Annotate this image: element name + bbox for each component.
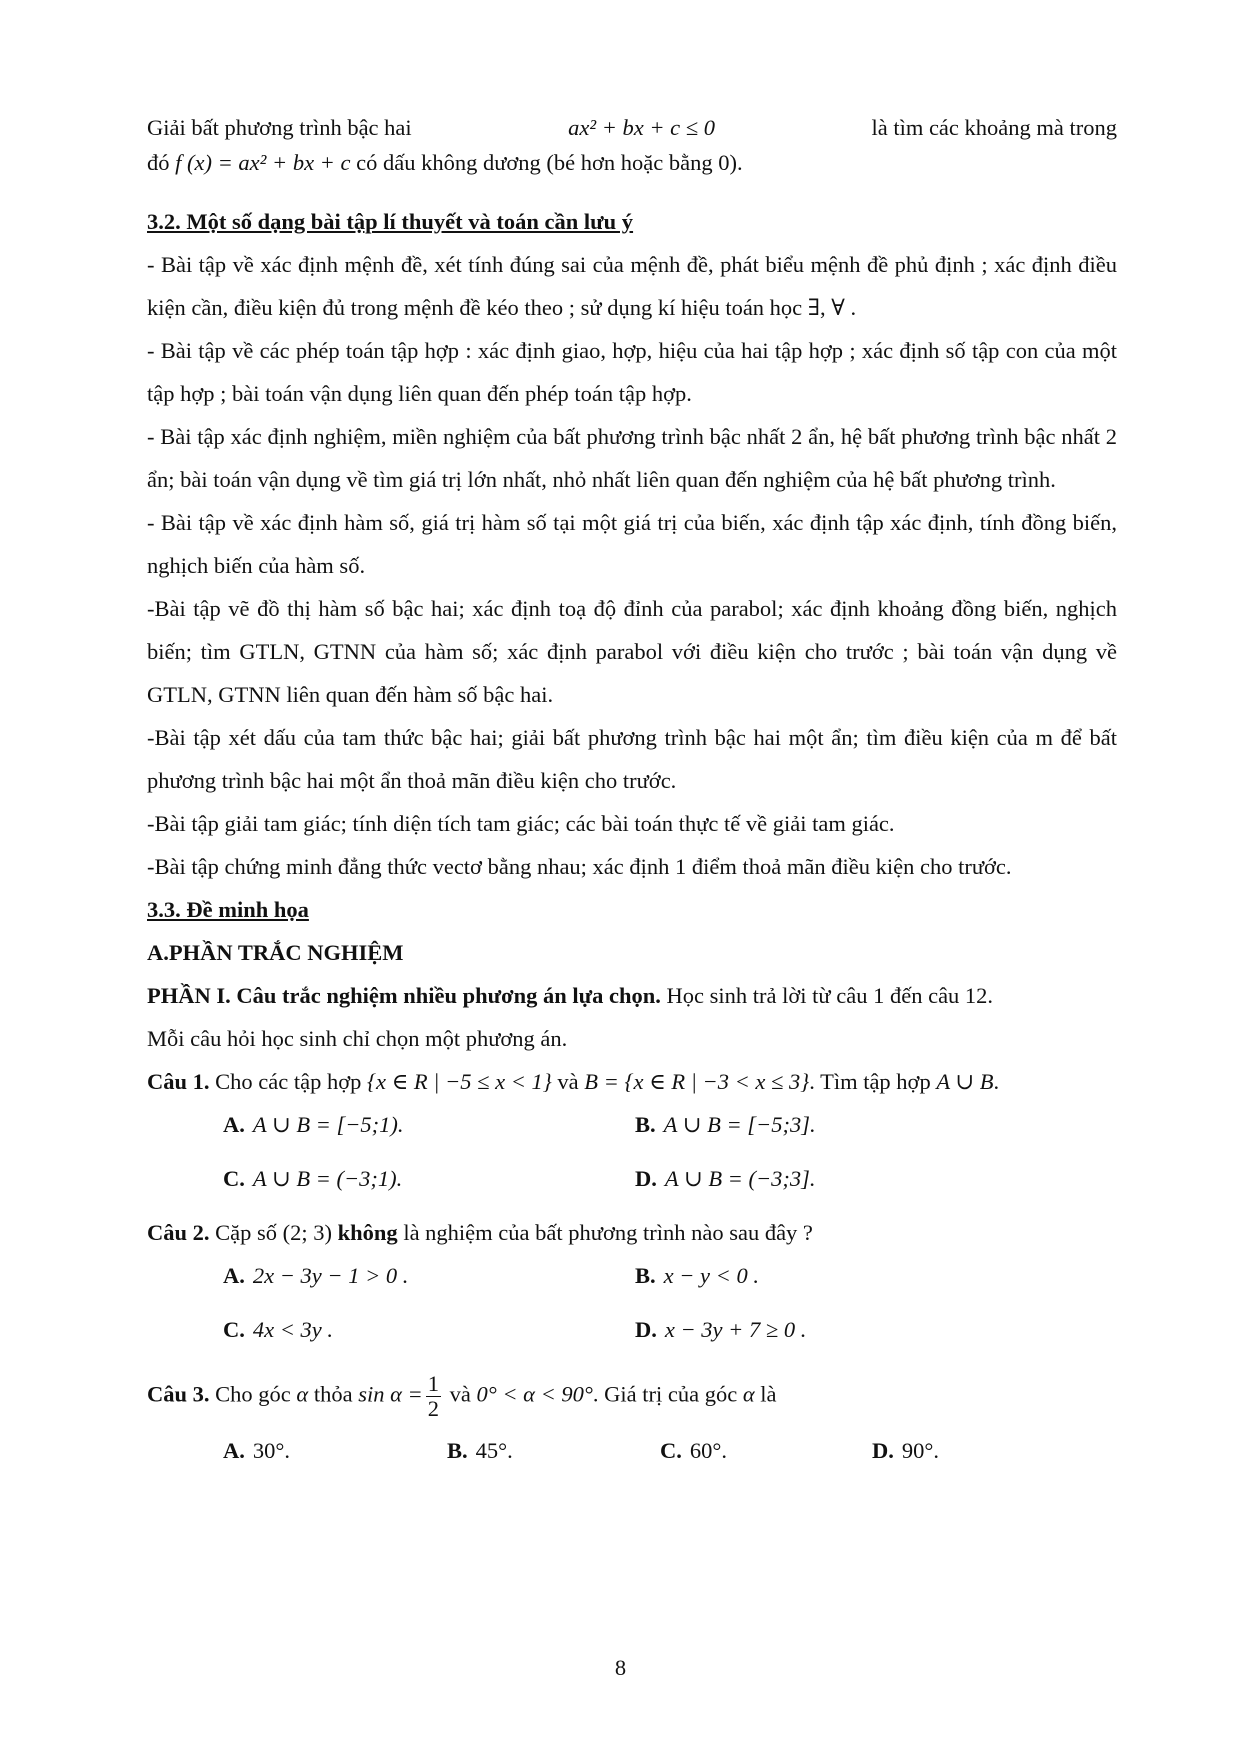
fraction [426,1372,441,1421]
math-symbol: α [742,1381,755,1407]
question-text: và [557,1069,579,1094]
option-key: D. [635,1166,657,1191]
fraction-numerator: 1 [427,1371,439,1396]
question-text: và [449,1381,471,1407]
bullet-item: - Bài tập về xác định mệnh đề, xét tính đúng sai của mệnh đề, phát biểu mệnh đề phủ định ; xác định điều kiện cần, điều kiện đủ trong mệnh đề kéo theo ; sử dụng kí hiệu toán học ∃, ∀ . [147,252,1117,320]
option-c [223,1157,402,1200]
option-a [223,1429,290,1472]
option-key: A. [223,1438,245,1463]
question-text: là nghiệm của bất phương trình nào sau đây ? [403,1220,813,1245]
option-text: A ∪ B = (−3;3]. [664,1166,816,1191]
option-b [635,1103,816,1146]
question-2 [147,1211,1117,1254]
question-text: Cho góc [215,1381,291,1407]
option-text: x − 3y + 7 ≥ 0 . [664,1317,807,1342]
option-b [635,1254,759,1297]
option-key: C. [660,1438,682,1463]
options-row [147,1103,1117,1157]
part-a-title: A.PHẦN TRẮC NGHIỆM [147,940,404,965]
intro-line-1 [147,110,1117,145]
option-key: B. [635,1112,656,1137]
question-3 [147,1372,1117,1421]
question-label: Câu 2. [147,1220,210,1245]
option-key: C. [223,1166,245,1191]
question-label: Câu 1. [147,1069,210,1094]
option-c [660,1429,727,1472]
question-text: . Giá trị của góc [592,1381,738,1407]
question-text: thỏa [313,1381,353,1407]
option-a [223,1103,404,1146]
intro-paragraph [147,110,1117,180]
intro-math-2: f (x) = ax² + bx + c [175,150,351,175]
options-row [147,1254,1117,1308]
option-key: D. [635,1317,657,1342]
option-a [223,1254,408,1297]
option-text: 60°. [689,1438,727,1463]
math-symbol: α [296,1381,309,1407]
option-d [872,1429,939,1472]
bullet-item: -Bài tập chứng minh đẳng thức vectơ bằng nhau; xác định 1 điểm thoả mãn điều kiện cho trước. [147,854,1012,879]
math-expression: A ∪ B [936,1069,994,1094]
intro-text-4: có dấu không dương (bé hơn hoặc bằng 0). [356,150,743,175]
option-text: 4x < 3y . [252,1317,334,1342]
part-1-instructions: Học sinh trả lời từ câu 1 đến câu 12. [666,983,994,1008]
option-d [635,1157,816,1200]
document-page [147,110,1117,1483]
math-expression: B = {x ∈ R | −3 < x ≤ 3} [584,1069,810,1094]
option-text: A ∪ B = [−5;3]. [663,1112,816,1137]
question-text: Cặp số [215,1220,278,1245]
intro-text-3: đó [147,150,170,175]
emphasis-text: không [337,1220,398,1245]
question-text: . [993,1069,1000,1094]
intro-text-1: Giải bất phương trình bậc hai [147,115,412,140]
fraction-denominator: 2 [427,1396,439,1421]
question-label: Câu 3. [147,1381,210,1407]
section-3-2-title: 3.2. Một số dạng bài tập lí thuyết và toán cần lưu ý [147,209,634,234]
math-expression: sin α = [358,1381,423,1407]
bullet-item: - Bài tập về các phép toán tập hợp : xác định giao, hợp, hiệu của hai tập hợp ; xác định số tập con của một tập hợp ; bài toán vận dụng liên quan đến phép toán tập hợp. [147,338,1117,406]
option-text: 90°. [901,1438,939,1463]
question-1 [147,1060,1117,1103]
option-key: B. [635,1263,656,1288]
option-b [447,1429,513,1472]
option-text: x − y < 0 . [663,1263,759,1288]
part-1-intro [147,974,1117,1017]
option-key: A. [223,1263,245,1288]
bullet-item: - Bài tập về xác định hàm số, giá trị hàm số tại một giá trị của biến, xác định tập xác định, tính đồng biến, nghịch biến của hàm số. [147,510,1117,578]
bullet-item: - Bài tập xác định nghiệm, miền nghiệm của bất phương trình bậc nhất 2 ẩn, hệ bất phương trình bậc nhất 2 ẩn; bài toán vận dụng về tìm giá trị lớn nhất, nhỏ nhất liên quan đến nghiệm của hệ bất phương trình. [147,424,1117,492]
options-row [147,1157,1117,1211]
section-3-3-title: 3.3. Đề minh họa [147,897,309,922]
bullet-item: -Bài tập xét dấu của tam thức bậc hai; giải bất phương trình bậc hai một ẩn; tìm điều kiện của m để bất phương trình bậc hai một ẩn thoả mãn điều kiện cho trước. [147,725,1117,793]
option-text: 2x − 3y − 1 > 0 . [252,1263,409,1288]
part-1-title: PHẦN I. Câu trắc nghiệm nhiều phương án lựa chọn. [147,983,661,1008]
option-key: B. [447,1438,468,1463]
page-number: 8 [614,1655,627,1680]
intro-line-2 [147,145,1117,180]
math-expression: (2; 3) [282,1220,333,1245]
intro-text-2: là tìm các khoảng mà trong [871,115,1117,140]
bullet-item: -Bài tập giải tam giác; tính diện tích tam giác; các bài toán thực tế về giải tam giác. [147,811,895,836]
math-expression: {x ∈ R | −5 ≤ x < 1} [367,1069,552,1094]
question-text: . Tìm tập hợp [809,1069,931,1094]
question-text: Cho các tập hợp [215,1069,362,1094]
option-key: D. [872,1438,894,1463]
option-text: 30°. [252,1438,290,1463]
options-row [147,1429,1117,1483]
option-key: A. [223,1112,245,1137]
math-expression: 0° < α < 90° [476,1381,593,1407]
option-d [635,1308,806,1351]
option-text: 45°. [475,1438,513,1463]
option-c [223,1308,333,1351]
option-text: A ∪ B = (−3;1). [252,1166,403,1191]
bullet-item: -Bài tập vẽ đồ thị hàm số bậc hai; xác định toạ độ đỉnh của parabol; xác định khoảng đồng biến, nghịch biến; tìm GTLN, GTNN của hàm số; xác định parabol với điều kiện cho trước ; bài toán vận dụng về GTLN, GTNN liên quan đến hàm số bậc hai. [147,596,1117,707]
option-text: A ∪ B = [−5;1). [252,1112,404,1137]
options-row [147,1308,1117,1362]
question-text: là [760,1381,777,1407]
option-key: C. [223,1317,245,1342]
part-1-line-2: Mỗi câu hỏi học sinh chỉ chọn một phương án. [147,1026,568,1051]
intro-math-1: ax² + bx + c ≤ 0 [568,115,716,140]
